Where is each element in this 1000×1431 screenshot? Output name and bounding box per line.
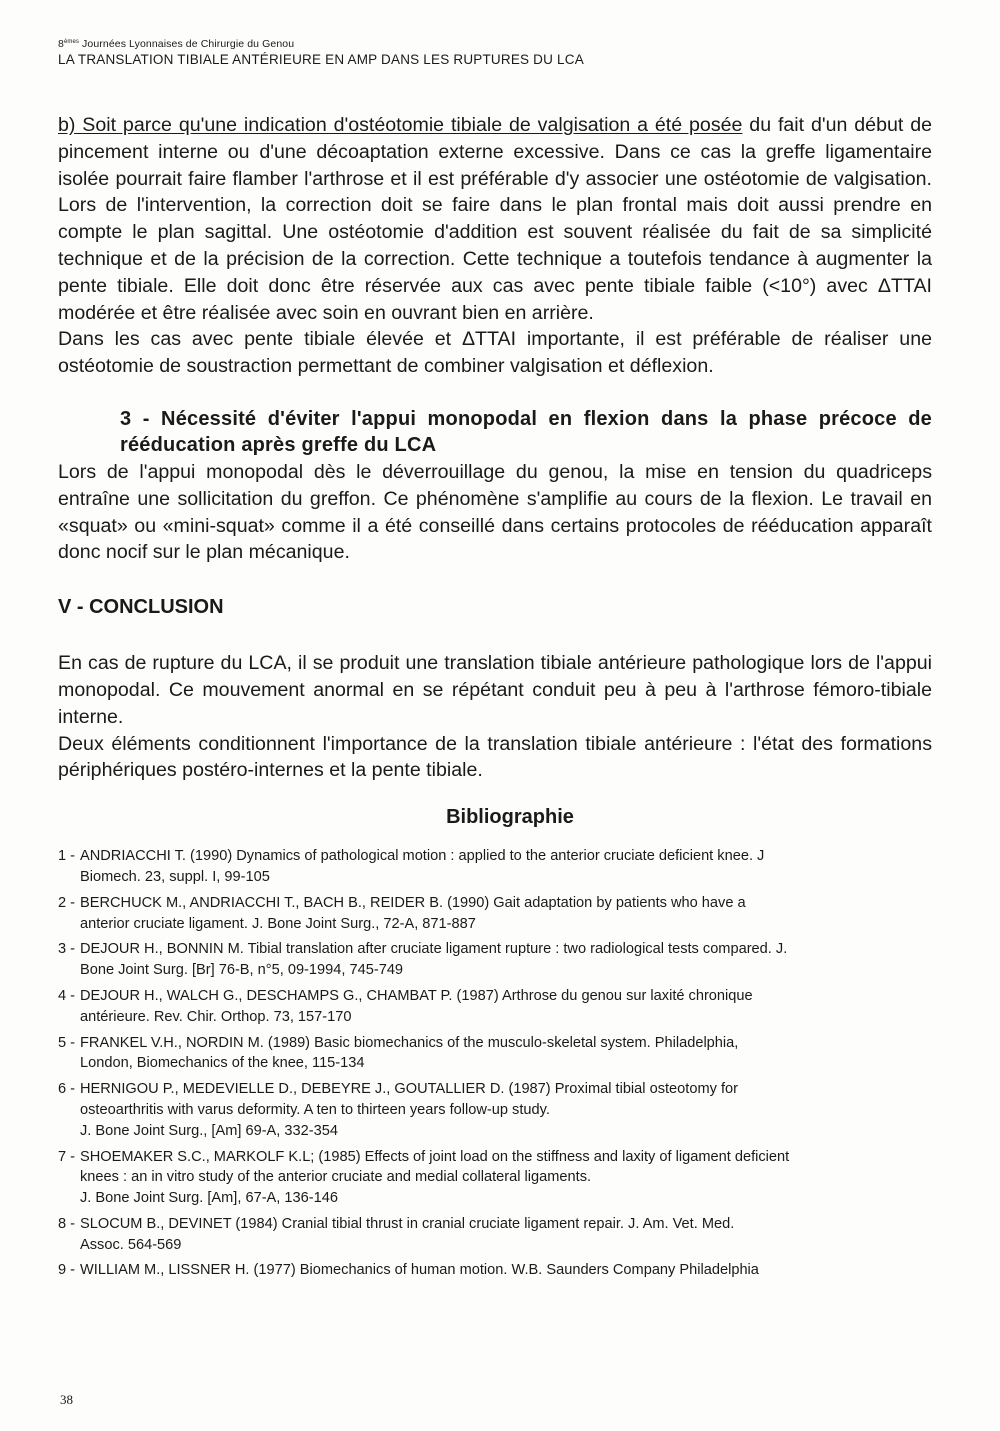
section-b-text: du fait d'un début de pincement interne ou d'une décoaptation externe excessive. Dans ce cas la greffe ligamentaire isolée pourrait faire flamber l'arthrose et il est préférable d'y associer une ostéotomie de valgisation. Lors de l'intervention, la correction doit se faire dans le plan frontal mais doit aussi prendre en compte le plan sagittal. Une ostéotomie d'addition est souvent réalisée du fait de sa simplicité technique et de la précision de la correction. Cette technique a toutefois tendance à augmenter la pente tibiale. Elle doit donc être réservée aux cas avec pente tibiale faible (<10°) avec ΔTTAI modérée et être réalisée avec soin en ouvrant bien en arrière. — [58, 114, 932, 324]
paragraph-conclusion-2: Deux éléments conditionnent l'importance de la translation tibiale antérieure : l'état des formations périphériques postéro-internes et la pente tibiale. — [58, 732, 932, 782]
reference-text: FRANKEL V.H., NORDIN M. (1989) Basic biomechanics of the musculo-skeletal system. Philadelphia, London, Biomechanics of the knee, 115-134 — [80, 1034, 739, 1072]
reference-text: SHOEMAKER S.C., MARKOLF K.L; (1985) Effects of joint load on the stiffness and laxity of ligament deficient knees : an in vitro study of the anterior cruciate and medial collateral ligaments. J. Bone Joint Surg. [Am], 67-A, 136-146 — [80, 1148, 790, 1207]
reference-number: 9 - — [58, 1262, 76, 1279]
edition-superscript: èmes — [63, 39, 80, 45]
page — [58, 36, 932, 1286]
reference-item — [58, 1079, 932, 1141]
reference-item — [58, 1214, 932, 1256]
reference-item — [58, 986, 932, 1028]
section-3-heading: 3 - Nécessité d'éviter l'appui monopodal en flexion dans la phase précoce de rééducation après greffe du LCA — [120, 407, 932, 457]
bibliography-heading: Bibliographie — [446, 806, 574, 829]
reference-text: HERNIGOU P., MEDEVIELLE D., DEBEYRE J., GOUTALLIER D. (1987) Proximal tibial osteotomy for osteoarthritis with varus deformity. A ten to thirteen years follow-up study. J. Bone Joint Surg., [Am] 69-A, 332-354 — [80, 1081, 739, 1139]
reference-text: WILLIAM M., LISSNER H. (1977) Biomechanics of human motion. W.B. Saunders Company Philadelphia — [80, 1262, 759, 1279]
bibliography-list — [58, 846, 932, 1281]
reference-text: SLOCUM B., DEVINET (1984) Cranial tibial thrust in cranial cruciate ligament repair. J. Am. Vet. Med. Assoc. 564-569 — [80, 1215, 735, 1253]
reference-text: ANDRIACCHI T. (1990) Dynamics of pathological motion : applied to the anterior cruciate deficient knee. J Biomech. 23, suppl. I, 99-105 — [80, 848, 765, 885]
edition-number: 8 — [58, 38, 64, 50]
running-header-title: LA TRANSLATION TIBIALE ANTÉRIEURE EN AMP DANS LES RUPTURES DU LCA — [58, 52, 584, 67]
reference-number: 8 - — [58, 1215, 76, 1232]
conference-name: Journées Lyonnaises de Chirurgie du Genou — [79, 38, 295, 50]
reference-number: 6 - — [58, 1081, 76, 1098]
reference-text: BERCHUCK M., ANDRIACCHI T., BACH B., REIDER B. (1990) Gait adaptation by patients who have a anterior cruciate ligament. J. Bone Joint Surg., 72-A, 871-887 — [80, 894, 746, 932]
reference-number: 1 - — [58, 848, 76, 865]
paragraph-section-b-2: Dans les cas avec pente tibiale élevée et ΔTTAI importante, il est préférable de réaliser une ostéotomie de soustraction permettant de combiner valgisation et déflexion. — [58, 328, 932, 378]
paragraph-conclusion-1: En cas de rupture du LCA, il se produit une translation tibiale antérieure pathologique lors de l'appui monopodal. Ce mouvement anormal en se répétant conduit peu à peu à l'arthrose fémoro-tibiale interne. — [58, 652, 932, 728]
reference-item — [58, 1260, 932, 1281]
reference-text: DEJOUR H., WALCH G., DESCHAMPS G., CHAMBAT P. (1987) Arthrose du genou sur laxité chronique antérieure. Rev. Chir. Orthop. 73, 157-170 — [80, 987, 753, 1025]
section-b-lead: b) Soit parce qu'une indication d'ostéotomie tibiale de valgisation a été posée — [58, 114, 743, 136]
reference-item — [58, 939, 932, 981]
page-number: 38 — [60, 1392, 73, 1407]
reference-number: 7 - — [58, 1148, 76, 1165]
conclusion-heading: V - CONCLUSION — [58, 596, 224, 619]
reference-number: 4 - — [58, 987, 76, 1004]
paragraph-section-b — [58, 112, 932, 326]
reference-item — [58, 1147, 932, 1209]
reference-text: DEJOUR H., BONNIN M. Tibial translation after cruciate ligament rupture : two radiological tests compared. J. Bone Joint Surg. [Br] 76-B, n°5, 09-1994, 745-749 — [80, 941, 788, 979]
reference-number: 5 - — [58, 1034, 76, 1051]
reference-item — [58, 1033, 932, 1075]
reference-number: 3 - — [58, 941, 76, 958]
paragraph-section-3: Lors de l'appui monopodal dès le déverrouillage du genou, la mise en tension du quadriceps entraîne une sollicitation du greffon. Ce phénomène s'amplifie au cours de la flexion. Le travail en «squat» ou «mini-squat» comme il a été conseillé dans certains protocoles de rééducation apparaît donc nocif sur le plan mécanique. — [58, 460, 932, 564]
reference-item — [58, 846, 932, 888]
running-header-conference — [58, 36, 932, 51]
reference-number: 2 - — [58, 894, 76, 911]
reference-item — [58, 893, 932, 935]
